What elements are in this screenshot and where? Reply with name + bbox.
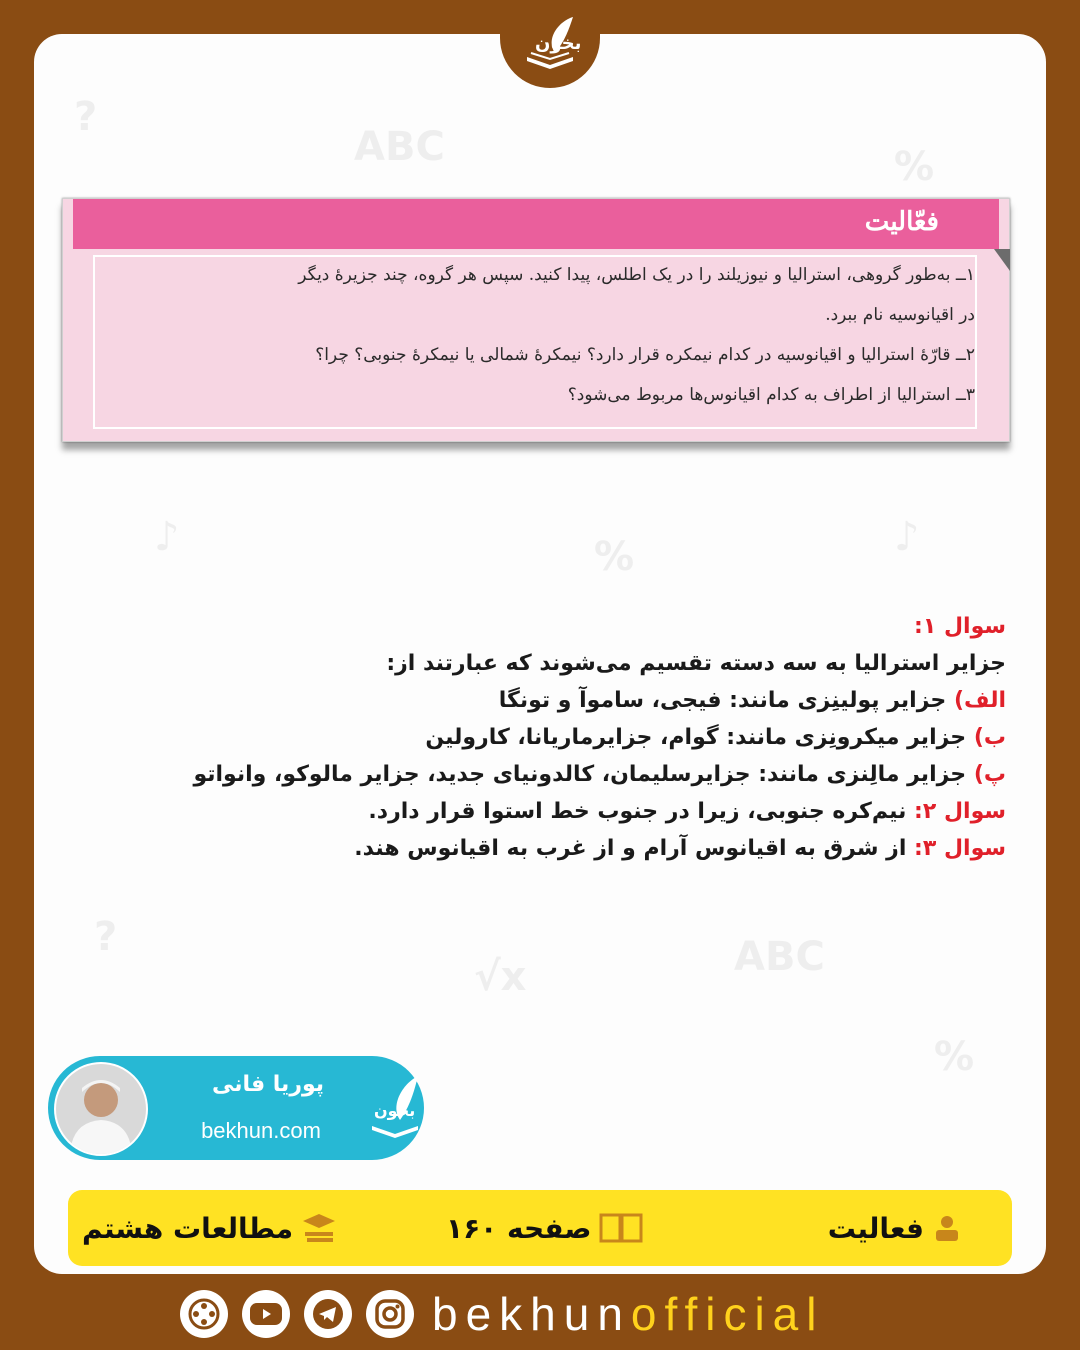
watermark-doodle: ? [74, 94, 98, 140]
watermark-doodle: ♪ [154, 514, 180, 560]
brand-handle[interactable] [432, 1284, 824, 1344]
header-fold-decoration [994, 249, 1010, 271]
answer-2 [126, 793, 1006, 830]
question-label: سوال ۱: [914, 614, 1006, 639]
telegram-icon[interactable] [304, 1290, 352, 1338]
textbook-title: فعّالیت [864, 207, 939, 237]
textbook-header [73, 199, 999, 249]
footer-subject-label: مطالعات هشتم [82, 1211, 294, 1245]
logo-wordmark: بخون [535, 33, 582, 54]
watermark-doodle: √x [474, 954, 527, 1000]
answer-text: از شرق به اقیانوس آرام و از غرب به اقیانوس هند. [354, 836, 907, 861]
footer-page [446, 1190, 643, 1266]
person-avatar-icon [56, 1064, 146, 1154]
social-links-row [180, 1284, 900, 1344]
answer-1-item-p [126, 756, 1006, 793]
author-website[interactable]: bekhun.com [201, 1118, 321, 1143]
watermark-doodle: % [894, 144, 935, 190]
author-badge[interactable] [48, 1056, 424, 1160]
book-feather-logo-icon [366, 1070, 424, 1146]
watermark-doodle: ABC [354, 124, 445, 170]
textbook-line: ۱ــ به‌طور گروهی، استرالیا و نیوزیلند را در یک اطلس، پیدا کنید. سپس هر گروه، چند جزیرهٔ دیگر [298, 265, 975, 285]
question-label: سوال ۲: [914, 799, 1006, 824]
graduation-cap-books-icon [301, 1212, 337, 1244]
textbook-line: در اقیانوسیه نام ببرد. [825, 305, 975, 325]
answer-3 [126, 830, 1006, 867]
brand-handle-part2: official [630, 1288, 825, 1340]
footer-subject [82, 1190, 337, 1266]
author-name: پوریا فانی [211, 1072, 325, 1097]
textbook-line: ۳ــ استرالیا از اطراف به کدام اقیانوس‌ها مربوط می‌شود؟ [567, 385, 975, 405]
item-text: جزایر مالِنزی مانند: جزایرسلیمان، کالدونیای جدید، جزایر مالوکو، وانواتو [193, 762, 967, 787]
answer-1-item-b [126, 719, 1006, 756]
item-label: ب) [973, 725, 1006, 750]
textbook-activity-box [62, 198, 1010, 442]
answer-1-intro: جزایر استرالیا به سه دسته تقسیم می‌شوند که عبارتند از: [386, 651, 1006, 676]
answer-text: نیم‌کره جنوبی، زیرا در جنوب خط استوا قرار دارد. [368, 799, 907, 824]
answer-1-item-a [126, 682, 1006, 719]
watermark-doodle: % [934, 1034, 975, 1080]
answers-section [126, 608, 1006, 867]
item-text: جزایر میکرونِزی مانند: گوام، جزایرماریانا، کارولین [425, 725, 967, 750]
footer-activity-label: فعالیت [827, 1211, 924, 1245]
film-icon[interactable] [180, 1290, 228, 1338]
logo-wordmark: بخون [374, 1101, 416, 1120]
item-text: جزایر پولینِزی مانند: فیجی، ساموآ و تونگا [498, 688, 947, 713]
teacher-icon [932, 1213, 962, 1243]
brand-handle-part1: bekhun [432, 1288, 631, 1340]
textbook-line: ۲ــ قارّهٔ استرالیا و اقیانوسیه در کدام نیمکره قرار دارد؟ نیمکرهٔ شمالی یا نیمکرهٔ جنوبی؟ چرا؟ [315, 345, 975, 365]
footer-activity [828, 1190, 962, 1266]
item-label: الف) [953, 688, 1006, 713]
avatar [54, 1062, 148, 1156]
book-feather-logo-icon [515, 9, 585, 79]
footer-page-label: صفحه ۱۶۰ [446, 1211, 592, 1245]
question-label: سوال ۳: [914, 836, 1006, 861]
watermark-doodle: ABC [734, 934, 825, 980]
open-book-icon [599, 1212, 643, 1244]
watermark-doodle: ? [94, 914, 118, 960]
item-label: پ) [973, 762, 1006, 787]
watermark-doodle: ♪ [894, 514, 920, 560]
instagram-icon[interactable] [366, 1290, 414, 1338]
watermark-doodle: % [594, 534, 635, 580]
question-1-heading [126, 608, 1006, 645]
footer-info-bar [68, 1190, 1012, 1266]
youtube-icon[interactable] [242, 1290, 290, 1338]
